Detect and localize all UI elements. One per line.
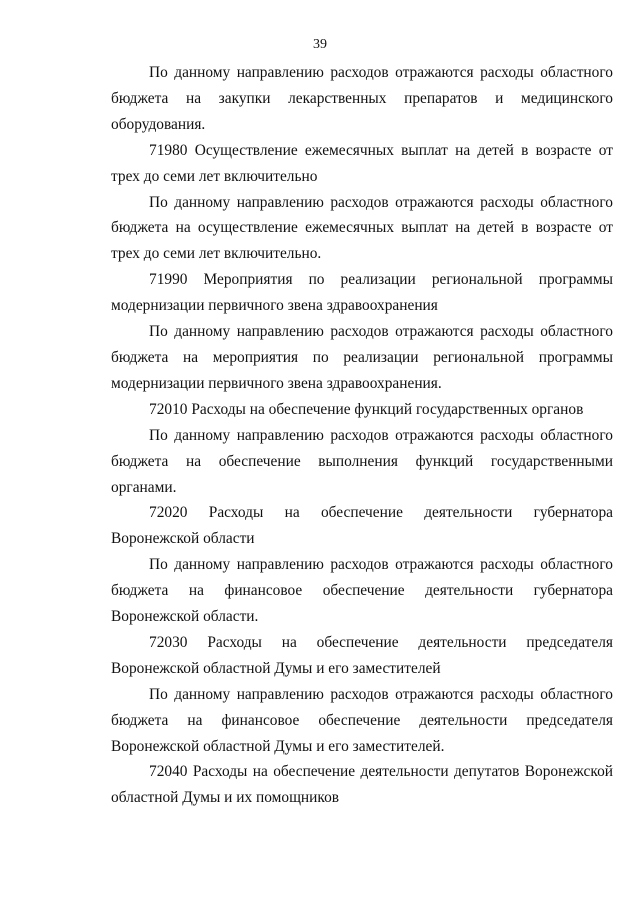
paragraph-code-heading: 72040 Расходы на обеспечение деятельности депутатов Воронежской областной Думы и их помощников <box>111 763 613 807</box>
document-body <box>111 60 613 811</box>
paragraph-code-heading: 72010 Расходы на обеспечение функций государственных органов <box>149 400 584 418</box>
paragraph-code-heading: 71990 Мероприятия по реализации региональной программы модернизации первичного звена здравоохранения <box>111 271 613 315</box>
paragraph-description: По данному направлению расходов отражаются расходы областного бюджета на обеспечение выполнения функций государственными органами. <box>111 426 613 496</box>
page-number: 39 <box>313 37 327 52</box>
paragraph-description: По данному направлению расходов отражаются расходы областного бюджета на мероприятия по реализации региональной программы модернизации первичного звена здравоохранения. <box>111 323 613 392</box>
paragraph-code-heading: 72020 Расходы на обеспечение деятельности губернатора Воронежской области <box>111 504 613 548</box>
paragraph-description: По данному направлению расходов отражаются расходы областного бюджета на закупки лекарственных препаратов и медицинского оборудования. <box>111 64 613 133</box>
paragraph-description: По данному направлению расходов отражаются расходы областного бюджета на финансовое обеспечение деятельности председателя Воронежской областной Думы и его заместителей. <box>111 685 613 755</box>
paragraph-code-heading: 71980 Осуществление ежемесячных выплат на детей в возрасте от трех до семи лет включительно <box>111 141 613 185</box>
paragraph-description: По данному направлению расходов отражаются расходы областного бюджета на осуществление ежемесячных выплат на детей в возрасте от трех до семи лет включительно. <box>111 193 613 263</box>
paragraph-code-heading: 72030 Расходы на обеспечение деятельности председателя Воронежской областной Думы и его заместителей <box>111 633 613 677</box>
paragraph-description: По данному направлению расходов отражаются расходы областного бюджета на финансовое обеспечение деятельности губернатора Воронежской области. <box>111 556 613 626</box>
